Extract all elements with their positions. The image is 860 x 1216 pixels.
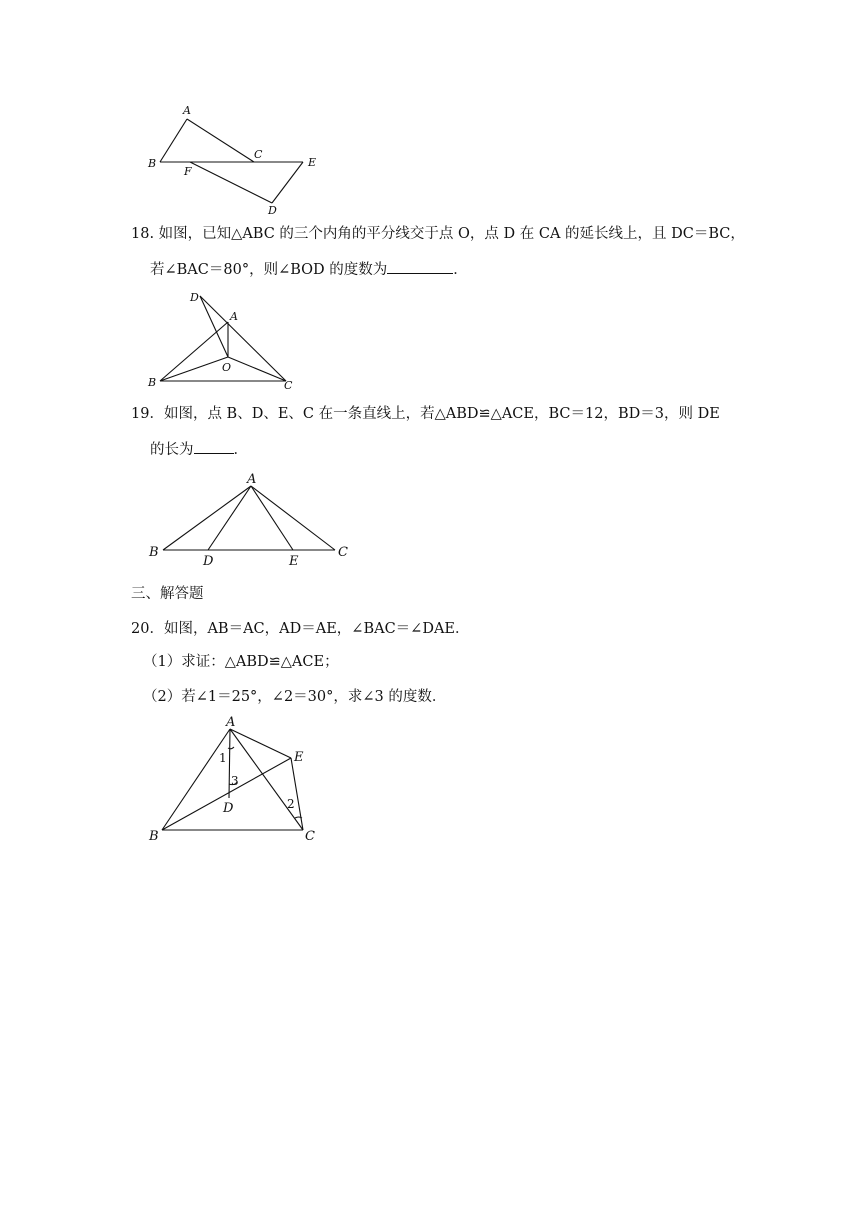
label-e: E bbox=[308, 156, 317, 169]
segment-ae bbox=[230, 729, 291, 758]
label-e: E bbox=[294, 750, 304, 765]
q18-answer-blank[interactable] bbox=[387, 259, 453, 274]
q18-line2-text: 若∠BAC＝80°，则∠BOD 的度数为 bbox=[150, 262, 388, 278]
segment-ab bbox=[160, 119, 187, 162]
label-a: A bbox=[226, 715, 236, 730]
q19-line1: 19．如图，点 B、D、E、C 在一条直线上，若△ABD≌△ACE，BC＝12，BD＝3，则 DE bbox=[131, 406, 720, 422]
segment-do bbox=[200, 296, 228, 357]
segment-ad bbox=[229, 729, 230, 798]
angle-label-2: 2 bbox=[287, 797, 295, 811]
angle-label-1: 1 bbox=[219, 751, 227, 765]
q19-answer-blank[interactable] bbox=[194, 439, 234, 454]
q18-line2 bbox=[150, 259, 468, 280]
figure-q20-svg bbox=[140, 710, 340, 850]
q18-line1: 18. 如图，已知△ABC 的三个内角的平分线交于点 O，点 D 在 CA 的延长线上，且 DC＝BC， bbox=[131, 226, 745, 242]
segment-ab bbox=[163, 486, 251, 550]
segment-ab bbox=[160, 322, 228, 381]
label-c: C bbox=[305, 829, 315, 844]
q19-line2 bbox=[150, 439, 248, 460]
label-d: D bbox=[203, 554, 214, 569]
label-b: B bbox=[149, 829, 159, 844]
label-b: B bbox=[148, 157, 157, 170]
segment-dc bbox=[200, 296, 286, 381]
figure-q18-svg bbox=[140, 285, 310, 395]
figure-q17-svg bbox=[140, 100, 340, 220]
segment-oc bbox=[228, 357, 286, 381]
segment-ed bbox=[272, 162, 303, 203]
label-d: D bbox=[190, 291, 199, 304]
label-c: C bbox=[338, 545, 348, 560]
figure-q19 bbox=[140, 468, 360, 568]
angle-arc-1 bbox=[228, 747, 234, 749]
angle-arc-2 bbox=[295, 817, 302, 818]
label-c: C bbox=[254, 148, 263, 161]
label-a: A bbox=[247, 472, 257, 487]
label-a: A bbox=[183, 104, 191, 117]
label-a: A bbox=[230, 310, 238, 323]
q20-part2: （2）若∠1＝25°，∠2＝30°，求∠3 的度数． bbox=[143, 689, 447, 705]
segment-ec bbox=[291, 758, 303, 830]
q19-line2-text: 的长为 bbox=[150, 442, 194, 458]
segment-ac bbox=[187, 119, 254, 162]
q18-line2-end: ． bbox=[453, 262, 468, 278]
figure-q19-svg bbox=[140, 468, 360, 568]
figure-q20 bbox=[140, 710, 340, 850]
label-e: E bbox=[289, 554, 299, 569]
segment-fd bbox=[190, 162, 272, 203]
section-title: 三、解答题 bbox=[131, 586, 204, 602]
segment-be bbox=[162, 758, 291, 830]
segment-ae bbox=[251, 486, 293, 550]
segment-ab bbox=[162, 729, 230, 830]
segment-ad bbox=[208, 486, 251, 550]
label-f: F bbox=[184, 165, 192, 178]
q20-line1: 20．如图，AB＝AC，AD＝AE，∠BAC＝∠DAE． bbox=[131, 621, 470, 637]
label-c: C bbox=[284, 379, 293, 392]
figure-q17 bbox=[140, 100, 340, 220]
q19-line2-end: ． bbox=[233, 442, 248, 458]
segment-bo bbox=[160, 357, 228, 381]
q20-part1: （1）求证：△ABD≌△ACE； bbox=[143, 654, 339, 670]
label-d: D bbox=[223, 801, 234, 816]
label-o: O bbox=[222, 361, 232, 374]
segment-ac bbox=[230, 729, 303, 830]
label-d: D bbox=[268, 204, 277, 217]
label-b: B bbox=[149, 545, 159, 560]
segment-ac bbox=[251, 486, 335, 550]
figure-q18 bbox=[140, 285, 310, 395]
angle-label-3: 3 bbox=[231, 774, 239, 788]
label-b: B bbox=[148, 376, 157, 389]
